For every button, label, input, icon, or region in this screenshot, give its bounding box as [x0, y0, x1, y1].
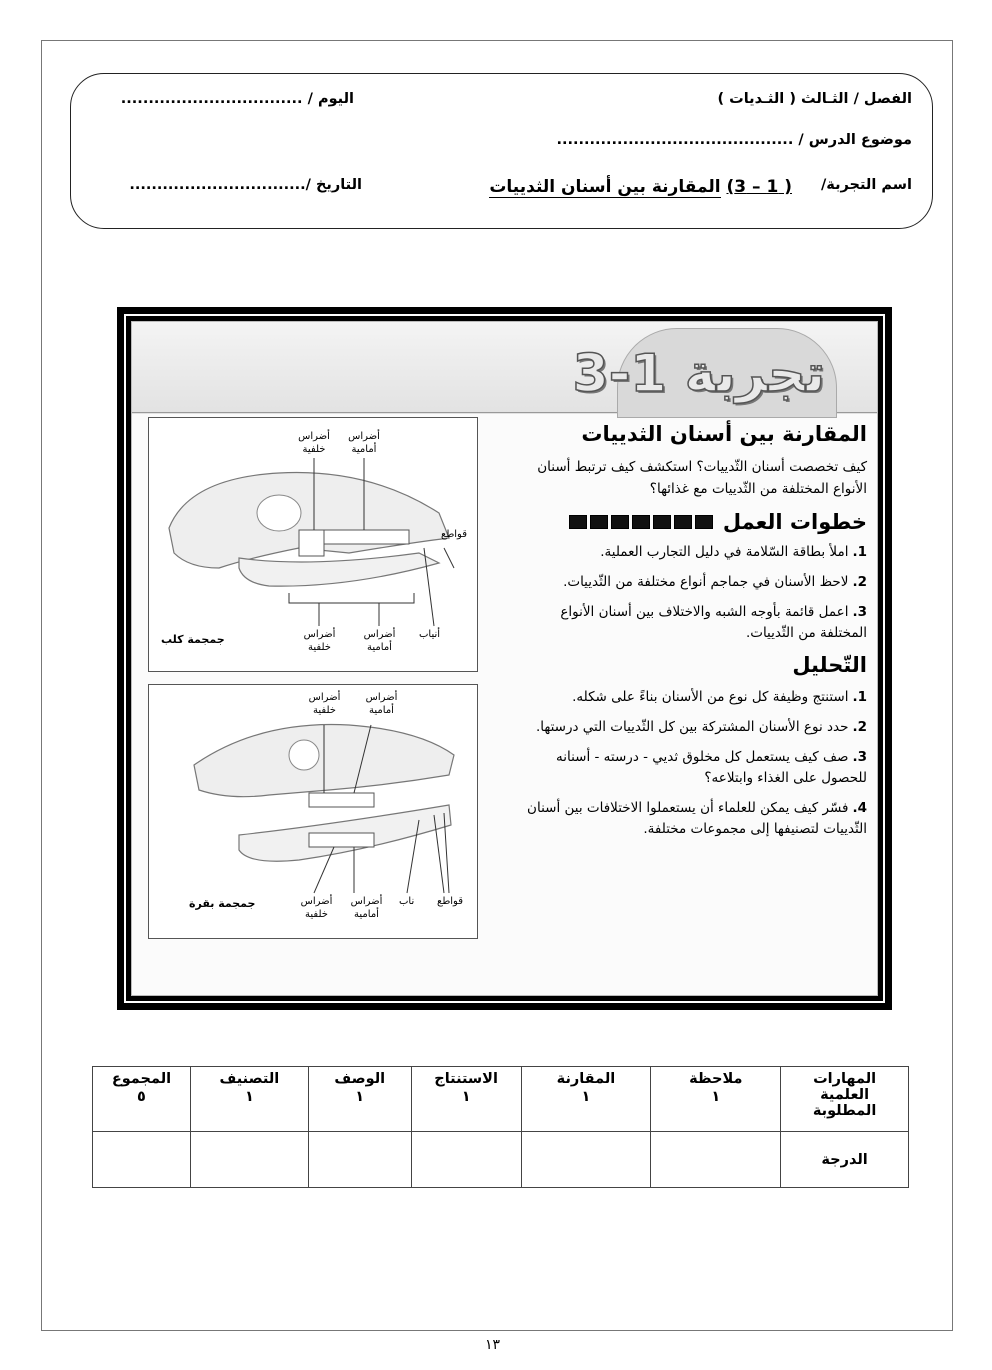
cow-label-front-molars-lower: أضراس أمامية [350, 896, 383, 920]
dog-label-front-molars: أضراس أمامية [348, 431, 380, 455]
safety-icons [569, 515, 713, 529]
table-cell: الوصف ١ [308, 1067, 411, 1132]
cow-label-back-molars-lower: أضراس خلفية [300, 896, 333, 920]
safety-icon [632, 515, 650, 529]
steps-title: خطوات العمل [722, 510, 867, 534]
textbook-page [131, 321, 878, 996]
date-field: التاريخ /................................ [129, 177, 362, 193]
experiment-title [489, 177, 792, 198]
dog-label-back-molars: أضراس خلفية [298, 431, 330, 455]
textbook-image-frame [117, 307, 892, 1010]
safety-icon [611, 515, 629, 529]
safety-icon [653, 515, 671, 529]
safety-icon [569, 515, 587, 529]
experiment-badge: تجربة 1-3 [572, 344, 825, 404]
table-cell: المهارات العلمية المطلوبة [781, 1067, 909, 1132]
experiment-number: ( 1 – 3) [726, 177, 792, 197]
skills-table [92, 1066, 909, 1188]
safety-icon [674, 515, 692, 529]
cow-skull-diagram [148, 684, 478, 939]
grade-input-cell[interactable] [93, 1132, 191, 1188]
safety-icon [695, 515, 713, 529]
analysis-item: 1.استنتج وظيفة كل نوع من الأسنان بناءً على شكله. [572, 689, 867, 705]
chapter-label: الفصل / الثـالث ( الثـديات ) [717, 91, 912, 107]
dog-skull-diagram [148, 417, 478, 672]
dog-label-canines: أنياب [419, 629, 441, 640]
cow-label-back-molars: أضراس خلفية [308, 692, 341, 716]
step-item: 1.املأ بطاقة السّلامة في دليل التجارب العملية. [600, 544, 867, 560]
dog-label-incisors: قواطع [441, 529, 468, 540]
cow-label-canine: ناب [399, 896, 415, 907]
table-cell: ملاحظة ١ [651, 1067, 781, 1132]
step-item: 2.لاحظ الأسنان في جماجم أنواع مختلفة من الثّدييات. [563, 574, 867, 590]
grade-input-cell[interactable] [308, 1132, 411, 1188]
analysis-title: التّحليل [792, 653, 867, 677]
lesson-topic-field: موضوع الدرس / ........................................... [556, 132, 912, 148]
analysis-item: 4.فسّر كيف يمكن للعلماء أن يستعملوا الاختلافات بين أسنان الثّدييات لتصنيفها إلى مجموعات مختلفة. [527, 800, 867, 837]
table-header-row [93, 1067, 909, 1132]
page-number: ١٣ [485, 1337, 501, 1353]
step-item: 3.اعمل قائمة بأوجه الشبه والاختلاف بين أسنان الأنواع المختلفة من الثّدييات. [560, 604, 867, 641]
analysis-item: 2.حدد نوع الأسنان المشتركة بين كل الثّدييات التي درستها. [535, 719, 867, 735]
cow-skull-caption: جمجمة بقرة [189, 897, 256, 910]
table-cell: التصنيف ١ [190, 1067, 308, 1132]
experiment-text [512, 422, 867, 849]
dog-skull-caption: جمجمة كلب [161, 633, 225, 646]
dog-label-front-molars-lower: أضراس أمامية [363, 629, 396, 653]
grade-input-cell[interactable] [651, 1132, 781, 1188]
dog-label-back-molars-lower: أضراس خلفية [303, 629, 336, 653]
cow-label-front-molars: أضراس أمامية [365, 692, 398, 716]
grade-input-cell[interactable] [190, 1132, 308, 1188]
guiding-question: كيف تخصصت أسنان الثّدييات؟ استكشف كيف ترتبط أسنان الأنواع المختلفة من الثّدييات مع غذائها؟ [537, 459, 867, 497]
experiment-label: اسم التجربة/ [821, 177, 912, 193]
table-cell: المقارنة ١ [521, 1067, 651, 1132]
grade-input-cell[interactable] [411, 1132, 521, 1188]
book-title: المقارنة بين أسنان الثدييات [581, 422, 867, 446]
analysis-item: 3.صف كيف يستعمل كل مخلوق ثديي - درسته - أسنانه للحصول على الغذاء وابتلاعه؟ [555, 749, 867, 786]
table-cell: المجموع ٥ [93, 1067, 191, 1132]
day-field: اليوم / ................................. [120, 91, 354, 107]
experiment-name: المقارنة بين أسنان الثدييات [489, 177, 721, 197]
grade-input-cell[interactable] [521, 1132, 651, 1188]
table-cell: الاستنتاج ١ [411, 1067, 521, 1132]
cow-label-incisors: قواطع [437, 896, 464, 907]
grade-label-cell: الدرجة [781, 1132, 909, 1188]
table-grade-row [93, 1132, 909, 1188]
safety-icon [590, 515, 608, 529]
worksheet-header [70, 73, 933, 229]
